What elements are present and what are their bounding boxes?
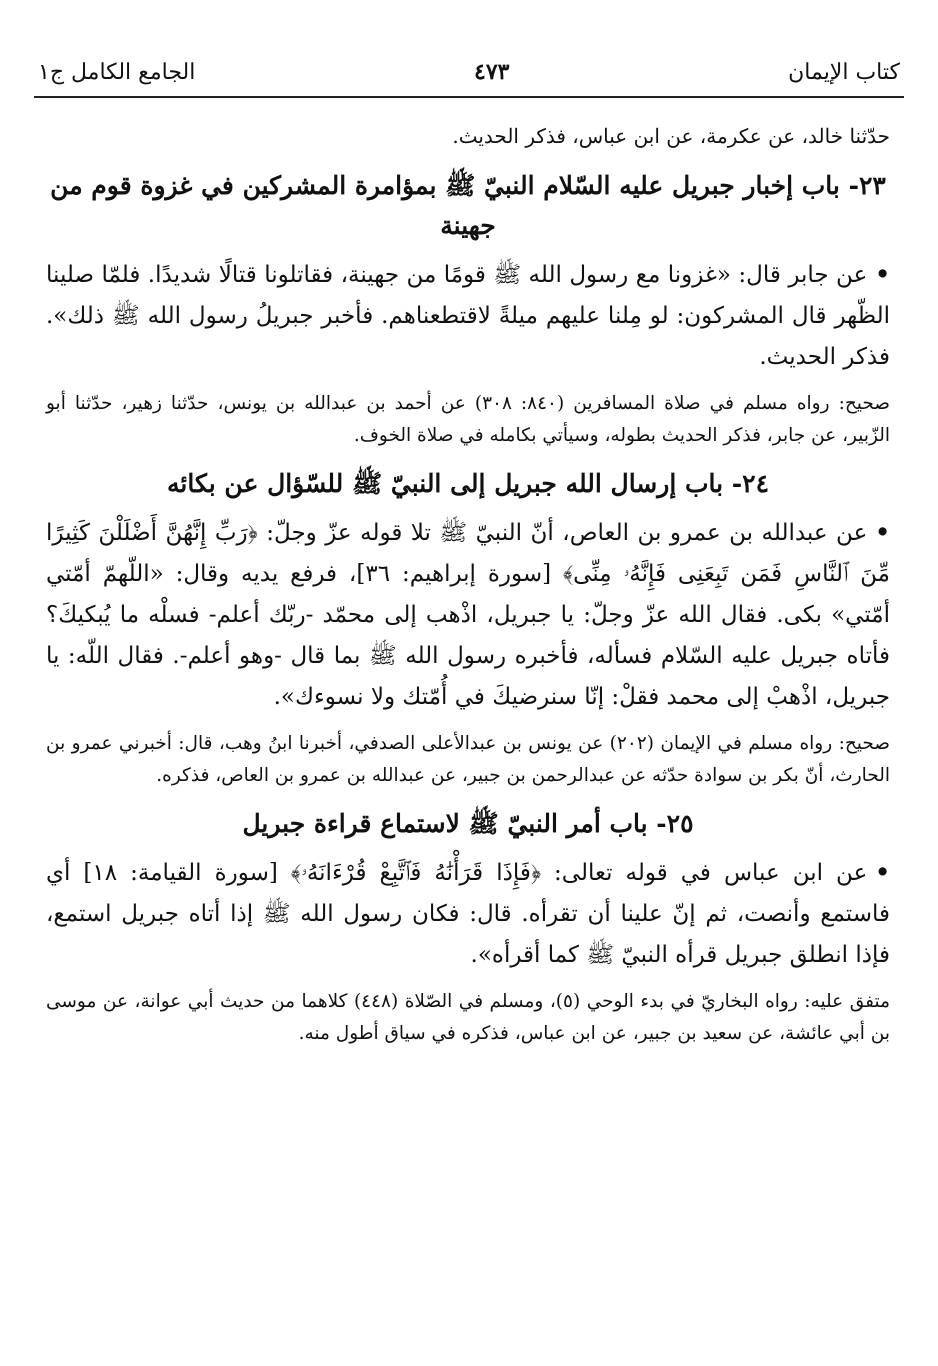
bullet-icon: • <box>875 519 890 546</box>
takhrij-note-23: صحيح: رواه مسلم في صلاة المسافرين (٨٤٠: ٣٠٨) عن أحمد بن عبدالله بن يونس، حدّثنا زهير، حدّثنا أبو الزّبير، عن جابر، فذكر الحديث بطوله، وسيأتي بكامله في صلاة الخوف. <box>46 393 890 446</box>
page-number: ٤٧٣ <box>474 59 510 85</box>
hadith-23 <box>46 254 890 378</box>
page-content <box>46 118 890 1054</box>
hadith-text: عن ابن عباس في قوله تعالى: ﴿فَإِذَا قَرَأْنَٰهُ فَٱتَّبِعْ قُرْءَانَهُۥ﴾ [سورة القيامة: ١٨] أي فاستمع وأنصت، ثم إنّ علينا أن تقرأه. قال: فكان رسول الله ﷺ إذا أتاه جبريل استمع، فإذا انطلق جبريل قرأه النبيّ ﷺ كما أقرأه». <box>46 860 890 968</box>
chapter-heading-25: ٢٥- باب أمر النبيّ ﷺ لاستماع قراءة جبريل <box>242 809 694 838</box>
hadith-text: عن عبدالله بن عمرو بن العاص، أنّ النبيّ ﷺ تلا قوله عزّ وجلّ: ﴿رَبِّ إِنَّهُنَّ أَضْلَلْنَ كَثِيرًا مِّنَ ٱلنَّاسِ فَمَن تَبِعَنِى فَإِنَّهُۥ مِنِّى﴾ [سورة إبراهيم: ٣٦]، فرفع يديه وقال: «اللّهمّ أمّتي أمّتي» بكى. فقال الله عزّ وجلّ: يا جبريل، اذْهب إلى محمّد -ربّك أعلم- فسلْه ما يُبكيكَ؟ فأتاه جبريل عليه السّلام فسأله، فأخبره رسول الله ﷺ بما قال -وهو أعلم-. فقال اللّه: يا جبريل، اذْهبْ إلى محمد فقلْ: إنّا سنرضيكَ في أُمّتك ولا نسوءك». <box>46 520 890 710</box>
header-divider <box>34 96 904 98</box>
chapter-heading-24: ٢٤- باب إرسال الله جبريل إلى النبيّ ﷺ للسّؤال عن بكائه <box>166 469 770 498</box>
bullet-icon: • <box>875 261 890 288</box>
page-header <box>38 52 900 92</box>
continuation-text: حدّثنا خالد، عن عكرمة، عن ابن عباس، فذكر الحديث. <box>452 124 890 148</box>
chapter-heading-23: ٢٣- باب إخبار جبريل عليه السّلام النبيّ ﷺ بمؤامرة المشركين في غزوة قوم من جهينة <box>50 171 886 240</box>
collection-title: الجامع الكامل ج١ <box>38 59 196 85</box>
book-title: كتاب الإيمان <box>788 59 900 85</box>
bullet-icon: • <box>875 859 890 886</box>
takhrij-note-24: صحيح: رواه مسلم في الإيمان (٢٠٢) عن يونس بن عبدالأعلى الصدفي، أخبرنا ابنُ وهب، قال: أخبرني عمرو بن الحارث، أنّ بكر بن سوادة حدّثه عن عبدالرحمن بن جبير، عن عبدالله بن عمرو بن العاص، فذكره. <box>46 733 890 786</box>
takhrij-note-25: متفق عليه: رواه البخاريّ في بدء الوحي (٥)، ومسلم في الصّلاة (٤٤٨) كلاهما من حديث أبي عوانة، عن موسى بن أبي عائشة، عن سعيد بن جبير، عن ابن عباس، فذكره في سياق أطول منه. <box>46 991 890 1044</box>
hadith-text: عن جابر قال: «غزونا مع رسول الله ﷺ قومًا من جهينة، فقاتلونا قتالًا شديدًا. فلمّا صلينا الظّهر قال المشركون: لو مِلنا عليهم ميلةً لاقتطعناهم. فأخبر جبريلُ رسول الله ﷺ ذلك». فذكر الحديث. <box>46 262 890 370</box>
hadith-24 <box>46 512 890 718</box>
hadith-25 <box>46 852 890 976</box>
